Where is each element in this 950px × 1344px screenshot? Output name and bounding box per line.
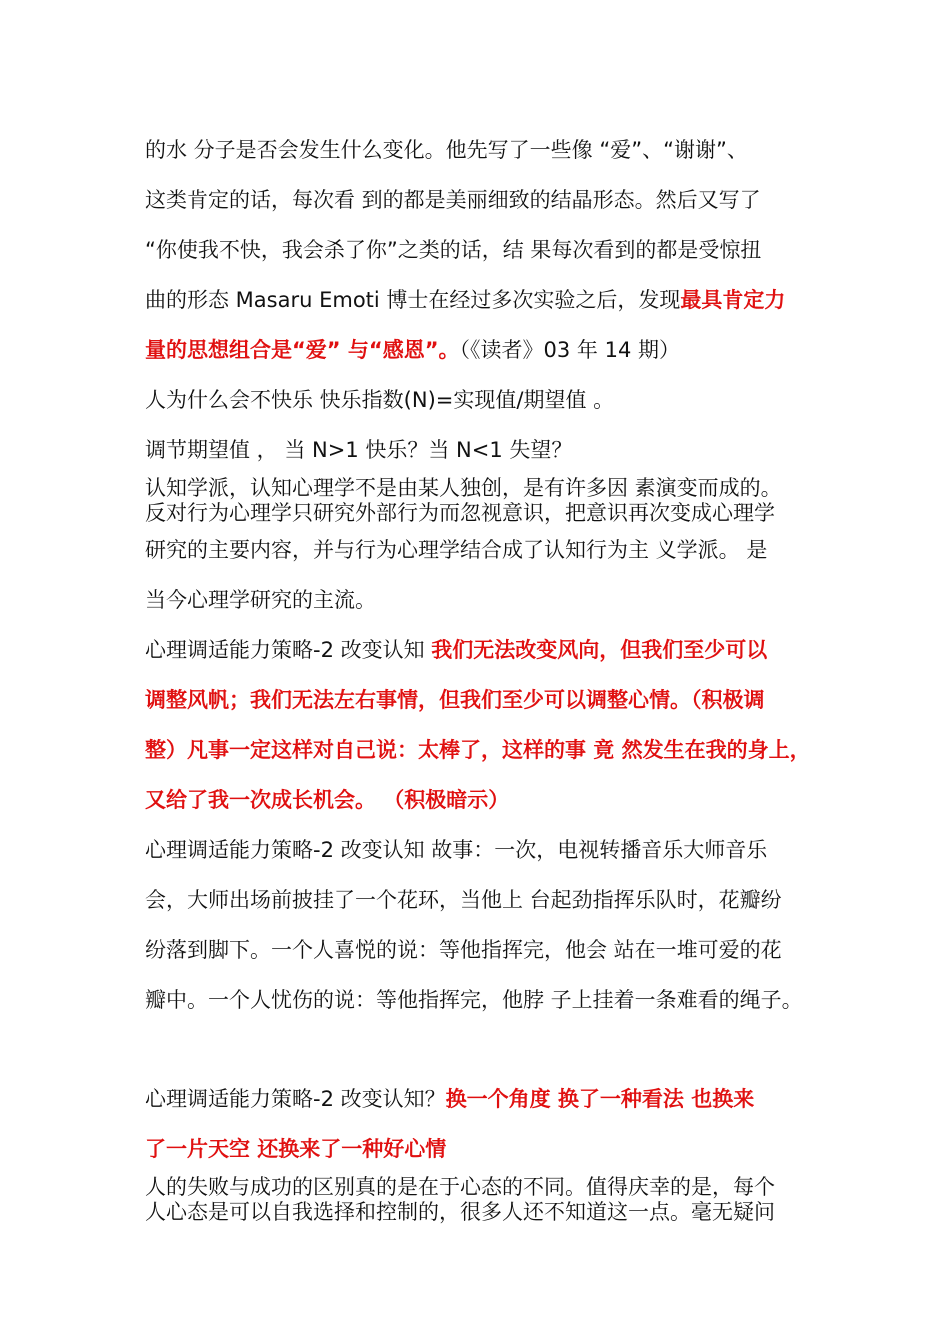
text-line (145, 186, 845, 214)
text-line (145, 836, 845, 864)
text-segment: 这类肯定的话，每次看 到的都是美丽细致的结晶形态。然后又写了 (145, 188, 761, 212)
highlight-segment: 最具肯定力 (680, 288, 786, 312)
text-segment: 瓣中。一个人忧伤的说：等他指挥完，他脖 子上挂着一条难看的绳子。 (145, 988, 803, 1012)
text-line (145, 736, 845, 764)
text-line (145, 886, 845, 914)
highlight-segment: 量的思想组合是“爱” 与“感恩”。 (145, 338, 460, 362)
text-segment: 研究的主要内容，并与行为心理学结合成了认知行为主 义学派。 是 (145, 538, 768, 562)
text-segment: 反对行为心理学只研究外部行为而忽视意识，把意识再次变成心理学 (145, 501, 775, 525)
text-line (145, 474, 845, 502)
highlight-segment: 整）凡事一定这样对自己说：太棒了，这样的事 竟 然发生在我的身上， (145, 738, 811, 762)
text-segment: 调节期望值 ， 当 N>1 快乐？当 N<1 失望？ (145, 438, 573, 462)
text-line (145, 499, 845, 527)
text-segment: 会，大师出场前披挂了一个花环，当他上 台起劲指挥乐队时，花瓣纷 (145, 888, 782, 912)
text-line (145, 436, 845, 464)
text-segment: 曲的形态 Masaru Emoti 博士在经过多次实验之后，发现 (145, 288, 681, 312)
text-segment: 心理调适能力策略-2 改变认知？ (145, 1087, 446, 1111)
highlight-segment: 了一片天空 还换来了一种好心情 (145, 1137, 447, 1161)
highlight-segment: 又给了我一次成长机会。 （积极暗示） (145, 788, 510, 812)
text-segment: 人为什么会不快乐 快乐指数(N)=实现值/期望值 。 (145, 388, 615, 412)
text-line (145, 586, 845, 614)
text-line (145, 1085, 845, 1113)
text-line (145, 1198, 845, 1226)
text-segment: 的水 分子是否会发生什么变化。他先写了一些像 “爱”、“谢谢”、 (145, 138, 748, 162)
text-line (145, 336, 845, 364)
text-segment: “你使我不快，我会杀了你”之类的话，结 果每次看到的都是受惊扭 (145, 238, 762, 262)
text-segment: 心理调适能力策略-2 改变认知 故事：一次，电视转播音乐大师音乐 (145, 838, 768, 862)
text-line (145, 136, 845, 164)
text-line (145, 1173, 845, 1201)
text-segment: 认知学派，认知心理学不是由某人独创，是有许多因 素演变而成的。 (145, 476, 782, 500)
text-line (145, 1135, 845, 1163)
text-segment: 人的失败与成功的区别真的是在于心态的不同。值得庆幸的是，每个 (145, 1175, 775, 1199)
text-line (145, 286, 845, 314)
text-segment: 纷落到脚下。一个人喜悦的说：等他指挥完，他会 站在一堆可爱的花 (145, 938, 782, 962)
text-segment: 人心态是可以自我选择和控制的，很多人还不知道这一点。毫无疑问 (145, 1200, 775, 1224)
text-line (145, 386, 845, 414)
text-segment: （《读者》03 年 14 期） (459, 338, 680, 362)
text-line (145, 986, 845, 1014)
text-segment: 当今心理学研究的主流。 (145, 588, 376, 612)
text-segment: 心理调适能力策略-2 改变认知 (145, 638, 432, 662)
highlight-segment: 我们无法改变风向，但我们至少可以 (431, 638, 768, 662)
highlight-segment: 换一个角度 换了一种看法 也换来 (445, 1087, 755, 1111)
text-line (145, 786, 845, 814)
highlight-segment: 调整风帆；我们无法左右事情，但我们至少可以调整心情。（积极调 (145, 688, 765, 712)
text-line (145, 686, 845, 714)
text-line (145, 236, 845, 264)
text-line (145, 636, 845, 664)
text-line (145, 936, 845, 964)
text-line (145, 536, 845, 564)
